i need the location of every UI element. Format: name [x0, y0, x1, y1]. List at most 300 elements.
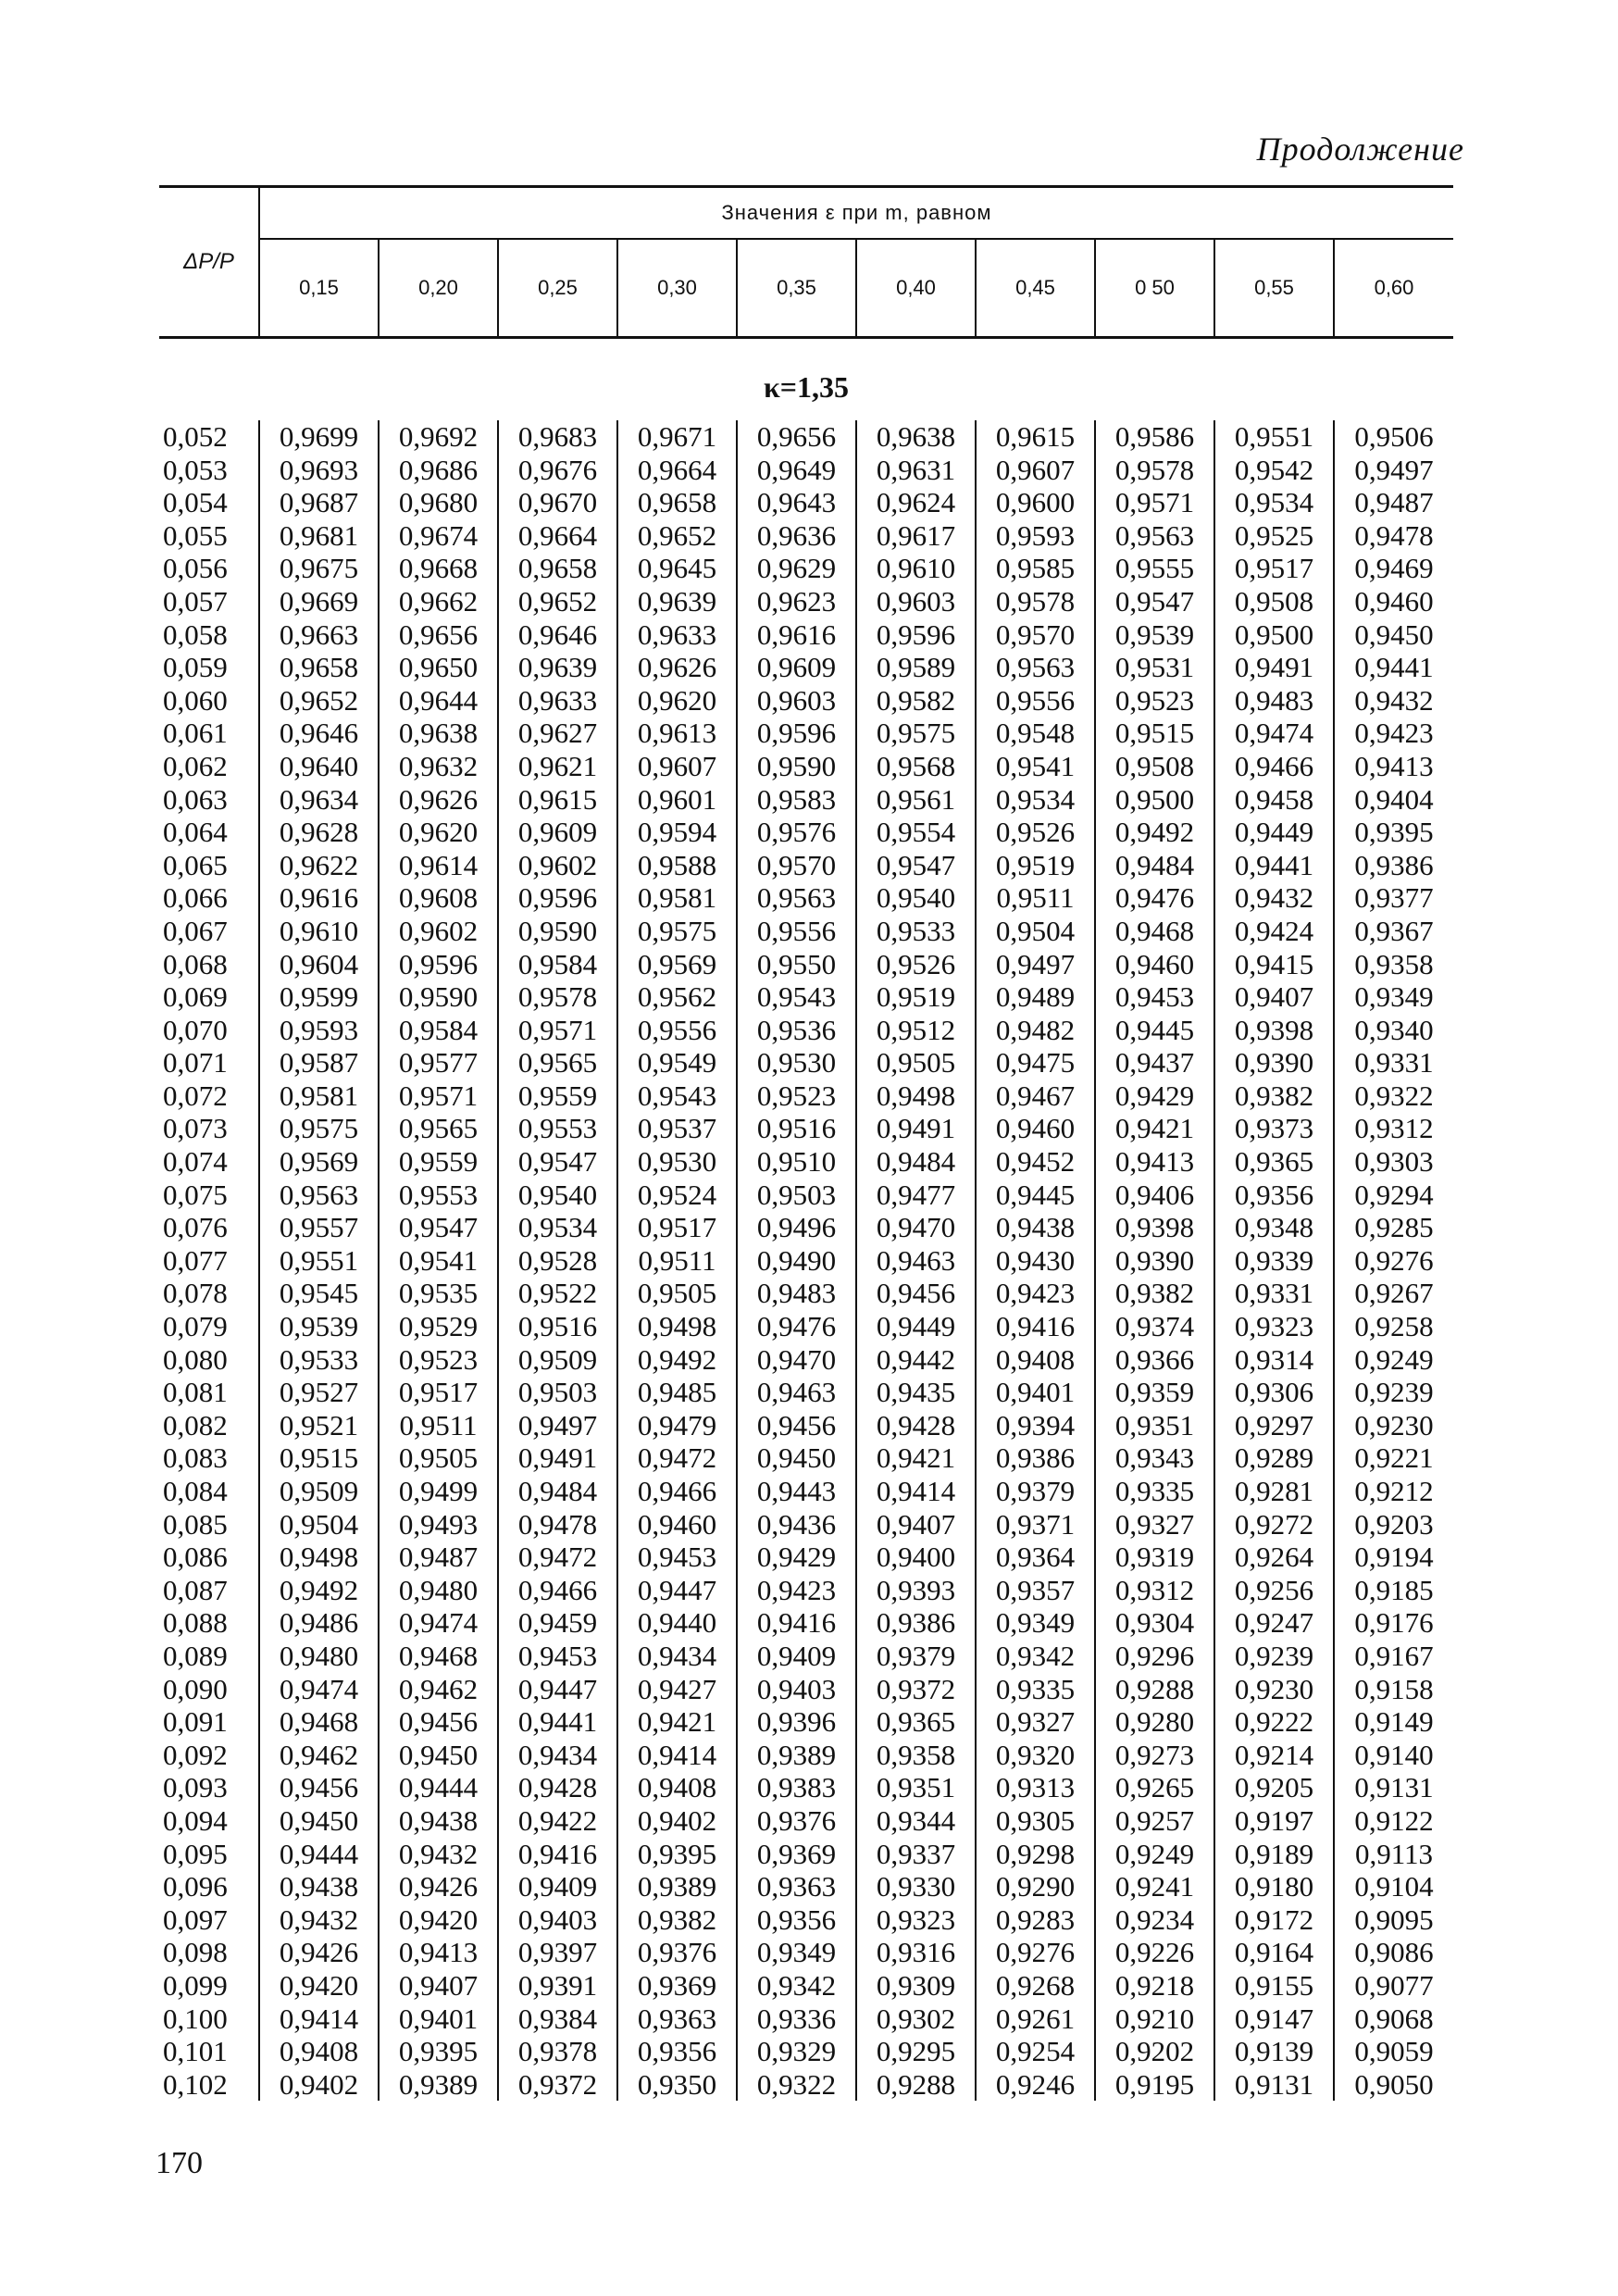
epsilon-value-cell: 0,9547	[498, 1145, 617, 1179]
epsilon-value-cell: 0,9386	[976, 1441, 1095, 1475]
epsilon-value-cell: 0,9378	[498, 2035, 617, 2068]
epsilon-value-cell: 0,9623	[737, 585, 856, 618]
epsilon-value-cell: 0,9500	[1095, 783, 1214, 817]
epsilon-value-cell: 0,9624	[856, 486, 976, 519]
epsilon-value-cell: 0,9397	[498, 1936, 617, 1969]
dp-value-cell: 0,073	[163, 1112, 228, 1145]
epsilon-value-cell: 0,9578	[498, 980, 617, 1014]
epsilon-value-cell: 0,9523	[1095, 684, 1214, 718]
epsilon-value-cell: 0,9320	[976, 1739, 1095, 1772]
epsilon-value-cell: 0,9390	[1214, 1046, 1334, 1079]
epsilon-value-cell: 0,9202	[1095, 2035, 1214, 2068]
epsilon-value-cell: 0,9408	[976, 1343, 1095, 1377]
epsilon-value-cell: 0,9351	[1095, 1409, 1214, 1442]
epsilon-value-cell: 0,9336	[737, 2003, 856, 2036]
epsilon-value-cell: 0,9421	[856, 1441, 976, 1475]
dp-value-cell: 0,089	[163, 1639, 228, 1672]
epsilon-value-cell: 0,9570	[737, 849, 856, 882]
epsilon-value-cell: 0,9555	[1095, 552, 1214, 585]
dp-value-cell: 0,077	[163, 1243, 228, 1277]
epsilon-value-cell: 0,9500	[1214, 618, 1334, 652]
epsilon-value-cell: 0,9568	[856, 750, 976, 783]
epsilon-value-cell: 0,9254	[976, 2035, 1095, 2068]
dp-value-cell: 0,057	[163, 584, 228, 618]
epsilon-value-cell: 0,9693	[259, 454, 379, 487]
epsilon-value-cell: 0,9408	[259, 2035, 379, 2068]
epsilon-value-cell: 0,9384	[498, 2003, 617, 2036]
epsilon-value-cell: 0,9389	[737, 1739, 856, 1772]
epsilon-value-cell: 0,9441	[1334, 651, 1453, 684]
dp-value-cell: 0,065	[163, 848, 228, 881]
dp-value-cell: 0,082	[163, 1408, 228, 1441]
epsilon-value-cell: 0,9638	[379, 717, 498, 750]
epsilon-value-cell: 0,9314	[1214, 1343, 1334, 1377]
epsilon-value-cell: 0,9256	[1214, 1574, 1334, 1607]
epsilon-value-cell: 0,9589	[856, 651, 976, 684]
epsilon-value-cell: 0,9596	[379, 948, 498, 981]
epsilon-value-cell: 0,9415	[1214, 948, 1334, 981]
epsilon-value-cell: 0,9603	[856, 585, 976, 618]
epsilon-value-cell: 0,9363	[737, 1870, 856, 1903]
epsilon-value-cell: 0,9627	[498, 717, 617, 750]
epsilon-value-cell: 0,9241	[1095, 1870, 1214, 1903]
epsilon-value-cell: 0,9633	[617, 618, 737, 652]
epsilon-value-cell: 0,9222	[1214, 1705, 1334, 1739]
epsilon-value-cell: 0,9503	[737, 1179, 856, 1212]
epsilon-value-cell: 0,9548	[976, 717, 1095, 750]
epsilon-value-cell: 0,9059	[1334, 2035, 1453, 2068]
m-values-row	[159, 239, 1453, 338]
epsilon-value-cell: 0,9429	[1095, 1079, 1214, 1113]
epsilon-value-cell: 0,9394	[976, 1409, 1095, 1442]
epsilon-value-cell: 0,9527	[259, 1376, 379, 1409]
epsilon-value-cell: 0,9628	[259, 816, 379, 849]
epsilon-value-cell: 0,9404	[1334, 783, 1453, 817]
epsilon-value-cell: 0,9602	[498, 849, 617, 882]
epsilon-value-cell: 0,9509	[498, 1343, 617, 1377]
dp-value-cell: 0,072	[163, 1079, 228, 1112]
epsilon-value-cell: 0,9676	[498, 454, 617, 487]
epsilon-value-cell: 0,9505	[379, 1441, 498, 1475]
page-number: 170	[156, 2146, 203, 2180]
epsilon-value-cell: 0,9474	[379, 1606, 498, 1640]
epsilon-value-cell: 0,9547	[1095, 585, 1214, 618]
epsilon-value-cell: 0,9382	[617, 1903, 737, 1937]
dp-value-cell: 0,084	[163, 1475, 228, 1507]
table-row	[159, 783, 1453, 817]
dp-value-cell: 0,093	[163, 1771, 228, 1804]
epsilon-value-cell: 0,9479	[617, 1409, 737, 1442]
epsilon-value-cell: 0,9658	[498, 552, 617, 585]
table-row	[159, 1310, 1453, 1343]
epsilon-value-cell: 0,9458	[1214, 783, 1334, 817]
epsilon-value-cell: 0,9581	[617, 881, 737, 915]
epsilon-value-cell: 0,9077	[1334, 1969, 1453, 2003]
table-row	[159, 750, 1453, 783]
table-row	[159, 1936, 1453, 1969]
epsilon-value-cell: 0,9363	[617, 2003, 737, 2036]
epsilon-value-cell: 0,9571	[498, 1014, 617, 1047]
epsilon-value-cell: 0,9386	[1334, 849, 1453, 882]
epsilon-value-cell: 0,9590	[737, 750, 856, 783]
epsilon-value-cell: 0,9414	[259, 2003, 379, 2036]
epsilon-value-cell: 0,9475	[976, 1046, 1095, 1079]
epsilon-value-cell: 0,9312	[1334, 1112, 1453, 1145]
epsilon-value-cell: 0,9221	[1334, 1441, 1453, 1475]
epsilon-value-cell: 0,9519	[976, 849, 1095, 882]
epsilon-value-cell: 0,9189	[1214, 1838, 1334, 1871]
epsilon-value-cell: 0,9484	[1095, 849, 1214, 882]
table-row	[159, 1277, 1453, 1310]
epsilon-value-cell: 0,9453	[617, 1541, 737, 1574]
epsilon-value-cell: 0,9533	[259, 1343, 379, 1377]
table-row	[159, 1804, 1453, 1838]
epsilon-value-cell: 0,9423	[1334, 717, 1453, 750]
table-row	[159, 1441, 1453, 1475]
epsilon-value-cell: 0,9596	[737, 717, 856, 750]
epsilon-value-cell: 0,9372	[498, 2068, 617, 2102]
epsilon-value-cell: 0,9422	[498, 1804, 617, 1838]
epsilon-value-cell: 0,9467	[976, 1079, 1095, 1113]
epsilon-value-cell: 0,9447	[498, 1673, 617, 1706]
m-value-header: 0,20	[379, 239, 498, 338]
epsilon-value-cell: 0,9622	[259, 849, 379, 882]
epsilon-value-cell: 0,9537	[617, 1112, 737, 1145]
epsilon-value-cell: 0,9323	[856, 1903, 976, 1937]
dp-value-cell: 0,067	[163, 914, 228, 947]
epsilon-value-cell: 0,9601	[617, 783, 737, 817]
table-row	[159, 1211, 1453, 1244]
epsilon-value-cell: 0,9406	[1095, 1179, 1214, 1212]
table-row	[159, 816, 1453, 849]
epsilon-value-cell: 0,9447	[617, 1574, 737, 1607]
epsilon-value-cell: 0,9265	[1095, 1771, 1214, 1804]
table-row	[159, 2035, 1453, 2068]
epsilon-value-cell: 0,9603	[737, 684, 856, 718]
epsilon-value-cell: 0,9585	[976, 552, 1095, 585]
epsilon-value-cell: 0,9268	[976, 1969, 1095, 2003]
table-row	[159, 1079, 1453, 1113]
epsilon-value-cell: 0,9571	[379, 1079, 498, 1113]
epsilon-value-cell: 0,9428	[856, 1409, 976, 1442]
epsilon-value-cell: 0,9493	[379, 1508, 498, 1541]
epsilon-value-cell: 0,9582	[856, 684, 976, 718]
epsilon-value-cell: 0,9443	[737, 1475, 856, 1508]
m-value-header: 0,25	[498, 239, 617, 338]
epsilon-value-cell: 0,9452	[976, 1145, 1095, 1179]
epsilon-value-cell: 0,9663	[259, 618, 379, 652]
epsilon-value-cell: 0,9474	[259, 1673, 379, 1706]
epsilon-value-cell: 0,9329	[737, 2035, 856, 2068]
epsilon-value-cell: 0,9379	[976, 1475, 1095, 1508]
dp-value-cell: 0,062	[163, 749, 228, 782]
epsilon-value-cell: 0,9503	[498, 1376, 617, 1409]
epsilon-value-cell: 0,9386	[856, 1606, 976, 1640]
epsilon-value-cell: 0,9517	[617, 1211, 737, 1244]
dp-value-cell: 0,078	[163, 1277, 228, 1310]
epsilon-value-cell: 0,9517	[379, 1376, 498, 1409]
epsilon-value-cell: 0,9646	[498, 618, 617, 652]
epsilon-value-cell: 0,9484	[498, 1475, 617, 1508]
epsilon-value-cell: 0,9607	[976, 454, 1095, 487]
dp-value-cell: 0,058	[163, 618, 228, 651]
epsilon-value-cell: 0,9450	[379, 1739, 498, 1772]
epsilon-value-cell: 0,9450	[1334, 618, 1453, 652]
table-row	[159, 915, 1453, 948]
epsilon-value-cell: 0,9356	[617, 2035, 737, 2068]
epsilon-value-cell: 0,9430	[976, 1244, 1095, 1278]
epsilon-value-cell: 0,9424	[1214, 915, 1334, 948]
table-row	[159, 1606, 1453, 1640]
epsilon-value-cell: 0,9147	[1214, 2003, 1334, 2036]
epsilon-value-cell: 0,9557	[259, 1211, 379, 1244]
epsilon-value-cell: 0,9440	[617, 1606, 737, 1640]
epsilon-value-cell: 0,9541	[379, 1244, 498, 1278]
dp-value-cell: 0,075	[163, 1178, 228, 1211]
epsilon-value-cell: 0,9357	[976, 1574, 1095, 1607]
dp-value-cell: 0,052	[163, 420, 228, 453]
epsilon-value-cell: 0,9212	[1334, 1475, 1453, 1508]
epsilon-value-cell: 0,9616	[259, 881, 379, 915]
epsilon-value-cell: 0,9460	[617, 1508, 737, 1541]
epsilon-value-cell: 0,9472	[498, 1541, 617, 1574]
epsilon-value-cell: 0,9583	[737, 783, 856, 817]
epsilon-value-cell: 0,9683	[498, 420, 617, 454]
epsilon-value-cell: 0,9267	[1334, 1277, 1453, 1310]
epsilon-value-cell: 0,9485	[617, 1376, 737, 1409]
epsilon-value-cell: 0,9414	[617, 1739, 737, 1772]
epsilon-value-cell: 0,9185	[1334, 1574, 1453, 1607]
dp-value-cell: 0,061	[163, 717, 228, 750]
epsilon-value-cell: 0,9505	[856, 1046, 976, 1079]
epsilon-value-cell: 0,9395	[617, 1838, 737, 1871]
dp-value-cell: 0,074	[163, 1145, 228, 1179]
dp-value-cell: 0,064	[163, 816, 228, 849]
epsilon-value-cell: 0,9390	[1095, 1244, 1214, 1278]
epsilon-value-cell: 0,9377	[1334, 881, 1453, 915]
epsilon-value-cell: 0,9639	[498, 651, 617, 684]
epsilon-value-cell: 0,9456	[259, 1771, 379, 1804]
epsilon-value-cell: 0,9197	[1214, 1804, 1334, 1838]
epsilon-value-cell: 0,9686	[379, 454, 498, 487]
m-value-header: 0,40	[856, 239, 976, 338]
epsilon-value-cell: 0,9486	[259, 1606, 379, 1640]
table-row	[159, 2003, 1453, 2036]
epsilon-value-cell: 0,9687	[259, 486, 379, 519]
epsilon-value-cell: 0,9290	[976, 1870, 1095, 1903]
dp-value-cell: 0,056	[163, 552, 228, 585]
epsilon-value-cell: 0,9155	[1214, 1969, 1334, 2003]
epsilon-value-cell: 0,9239	[1334, 1376, 1453, 1409]
dp-value-cell: 0,101	[163, 2035, 228, 2068]
epsilon-value-cell: 0,9331	[1334, 1046, 1453, 1079]
epsilon-value-cell: 0,9615	[976, 420, 1095, 454]
epsilon-value-cell: 0,9508	[1214, 585, 1334, 618]
epsilon-value-cell: 0,9344	[856, 1804, 976, 1838]
table-row	[159, 1376, 1453, 1409]
dp-value-cell: 0,055	[163, 518, 228, 552]
epsilon-value-cell: 0,9280	[1095, 1705, 1214, 1739]
dp-value-cell: 0,071	[163, 1046, 228, 1079]
epsilon-value-cell: 0,9444	[379, 1771, 498, 1804]
epsilon-value-cell: 0,9491	[856, 1112, 976, 1145]
epsilon-value-cell: 0,9534	[1214, 486, 1334, 519]
epsilon-value-cell: 0,9340	[1334, 1014, 1453, 1047]
epsilon-value-cell: 0,9526	[856, 948, 976, 981]
epsilon-value-cell: 0,9543	[617, 1079, 737, 1113]
epsilon-value-cell: 0,9205	[1214, 1771, 1334, 1804]
dp-header: ΔP/P	[159, 188, 259, 338]
epsilon-value-cell: 0,9487	[379, 1541, 498, 1574]
epsilon-value-cell: 0,9658	[259, 651, 379, 684]
epsilon-value-cell: 0,9342	[737, 1969, 856, 2003]
epsilon-value-cell: 0,9516	[498, 1310, 617, 1343]
epsilon-value-cell: 0,9571	[1095, 486, 1214, 519]
epsilon-value-cell: 0,9671	[617, 420, 737, 454]
dp-value-cell: 0,070	[163, 1013, 228, 1046]
epsilon-value-cell: 0,9680	[379, 486, 498, 519]
epsilon-value-cell: 0,9306	[1214, 1376, 1334, 1409]
epsilon-value-cell: 0,9335	[1095, 1475, 1214, 1508]
epsilon-value-cell: 0,9643	[737, 486, 856, 519]
epsilon-value-cell: 0,9554	[856, 816, 976, 849]
values-span-header: Значения ε при m, равном	[259, 188, 1453, 239]
epsilon-value-cell: 0,9681	[259, 519, 379, 553]
epsilon-value-cell: 0,9466	[498, 1574, 617, 1607]
epsilon-value-cell: 0,9349	[976, 1606, 1095, 1640]
dp-value-cell: 0,097	[163, 1903, 228, 1936]
table-row	[159, 1673, 1453, 1706]
epsilon-value-cell: 0,9593	[976, 519, 1095, 553]
epsilon-value-cell: 0,9563	[737, 881, 856, 915]
epsilon-value-cell: 0,9356	[737, 1903, 856, 1937]
epsilon-value-cell: 0,9441	[498, 1705, 617, 1739]
table-body	[159, 338, 1453, 2102]
epsilon-value-cell: 0,9402	[259, 2068, 379, 2102]
epsilon-value-cell: 0,9372	[856, 1673, 976, 1706]
epsilon-value-cell: 0,9519	[856, 980, 976, 1014]
epsilon-value-cell: 0,9261	[976, 2003, 1095, 2036]
dp-value-cell: 0,063	[163, 782, 228, 816]
epsilon-value-cell: 0,9620	[379, 816, 498, 849]
epsilon-value-cell: 0,9504	[259, 1508, 379, 1541]
epsilon-value-cell: 0,9312	[1095, 1574, 1214, 1607]
epsilon-value-cell: 0,9276	[1334, 1244, 1453, 1278]
epsilon-value-cell: 0,9620	[617, 684, 737, 718]
epsilon-value-cell: 0,9483	[1214, 684, 1334, 718]
epsilon-value-cell: 0,9505	[617, 1277, 737, 1310]
epsilon-value-cell: 0,9401	[976, 1376, 1095, 1409]
epsilon-value-cell: 0,9463	[856, 1244, 976, 1278]
epsilon-value-cell: 0,9640	[259, 750, 379, 783]
epsilon-value-cell: 0,9398	[1214, 1014, 1334, 1047]
epsilon-value-cell: 0,9492	[617, 1343, 737, 1377]
epsilon-value-cell: 0,9466	[617, 1475, 737, 1508]
epsilon-value-cell: 0,9349	[1334, 980, 1453, 1014]
epsilon-value-cell: 0,9376	[617, 1936, 737, 1969]
epsilon-value-cell: 0,9575	[856, 717, 976, 750]
epsilon-value-cell: 0,9426	[259, 1936, 379, 1969]
epsilon-value-cell: 0,9515	[1095, 717, 1214, 750]
epsilon-value-cell: 0,9692	[379, 420, 498, 454]
epsilon-value-cell: 0,9484	[856, 1145, 976, 1179]
epsilon-value-cell: 0,9395	[1334, 816, 1453, 849]
epsilon-value-cell: 0,9563	[259, 1179, 379, 1212]
epsilon-value-cell: 0,9540	[856, 881, 976, 915]
epsilon-value-cell: 0,9634	[259, 783, 379, 817]
epsilon-value-cell: 0,9613	[617, 717, 737, 750]
epsilon-value-cell: 0,9576	[737, 816, 856, 849]
epsilon-value-cell: 0,9646	[259, 717, 379, 750]
epsilon-value-cell: 0,9273	[1095, 1739, 1214, 1772]
epsilon-value-cell: 0,9556	[617, 1014, 737, 1047]
epsilon-value-cell: 0,9371	[976, 1508, 1095, 1541]
epsilon-value-cell: 0,9421	[617, 1705, 737, 1739]
epsilon-value-cell: 0,9615	[498, 783, 617, 817]
table-row	[159, 1640, 1453, 1673]
epsilon-value-cell: 0,9556	[976, 684, 1095, 718]
epsilon-value-cell: 0,9510	[737, 1145, 856, 1179]
epsilon-value-cell: 0,9335	[976, 1673, 1095, 1706]
epsilon-value-cell: 0,9281	[1214, 1475, 1334, 1508]
table-row	[159, 585, 1453, 618]
dp-value-cell: 0,068	[163, 947, 228, 980]
table-row	[159, 618, 1453, 652]
dp-value-cell: 0,096	[163, 1870, 228, 1903]
dp-value-cell: 0,091	[163, 1705, 228, 1739]
epsilon-value-cell: 0,9313	[976, 1771, 1095, 1804]
table-row	[159, 486, 1453, 519]
epsilon-value-cell: 0,9584	[379, 1014, 498, 1047]
epsilon-value-cell: 0,9374	[1095, 1310, 1214, 1343]
epsilon-value-cell: 0,9203	[1334, 1508, 1453, 1541]
epsilon-value-cell: 0,9298	[976, 1838, 1095, 1871]
epsilon-value-cell: 0,9288	[856, 2068, 976, 2102]
epsilon-value-cell: 0,9614	[379, 849, 498, 882]
epsilon-value-cell: 0,9288	[1095, 1673, 1214, 1706]
epsilon-value-cell: 0,9429	[737, 1541, 856, 1574]
epsilon-value-cell: 0,9506	[1334, 420, 1453, 454]
epsilon-value-cell: 0,9348	[1214, 1211, 1334, 1244]
table-row	[159, 454, 1453, 487]
epsilon-value-cell: 0,9442	[856, 1343, 976, 1377]
epsilon-value-cell: 0,9391	[498, 1969, 617, 2003]
epsilon-value-cell: 0,9559	[379, 1145, 498, 1179]
epsilon-value-cell: 0,9459	[498, 1606, 617, 1640]
table-row	[159, 1870, 1453, 1903]
epsilon-value-cell: 0,9365	[856, 1705, 976, 1739]
epsilon-value-cell: 0,9416	[498, 1838, 617, 1871]
epsilon-value-cell: 0,9561	[856, 783, 976, 817]
epsilon-value-cell: 0,9438	[259, 1870, 379, 1903]
epsilon-value-cell: 0,9478	[1334, 519, 1453, 553]
dp-value-cell: 0,098	[163, 1936, 228, 1969]
epsilon-value-cell: 0,9050	[1334, 2068, 1453, 2102]
epsilon-value-cell: 0,9364	[976, 1541, 1095, 1574]
epsilon-value-cell: 0,9395	[379, 2035, 498, 2068]
epsilon-value-cell: 0,9543	[737, 980, 856, 1014]
epsilon-value-cell: 0,9662	[379, 585, 498, 618]
epsilon-value-cell: 0,9474	[1214, 717, 1334, 750]
epsilon-value-cell: 0,9610	[259, 915, 379, 948]
epsilon-value-cell: 0,9551	[259, 1244, 379, 1278]
epsilon-value-cell: 0,9289	[1214, 1441, 1334, 1475]
epsilon-value-cell: 0,9468	[1095, 915, 1214, 948]
epsilon-value-cell: 0,9402	[617, 1804, 737, 1838]
epsilon-value-cell: 0,9508	[1095, 750, 1214, 783]
table-row	[159, 1508, 1453, 1541]
epsilon-value-cell: 0,9434	[617, 1640, 737, 1673]
